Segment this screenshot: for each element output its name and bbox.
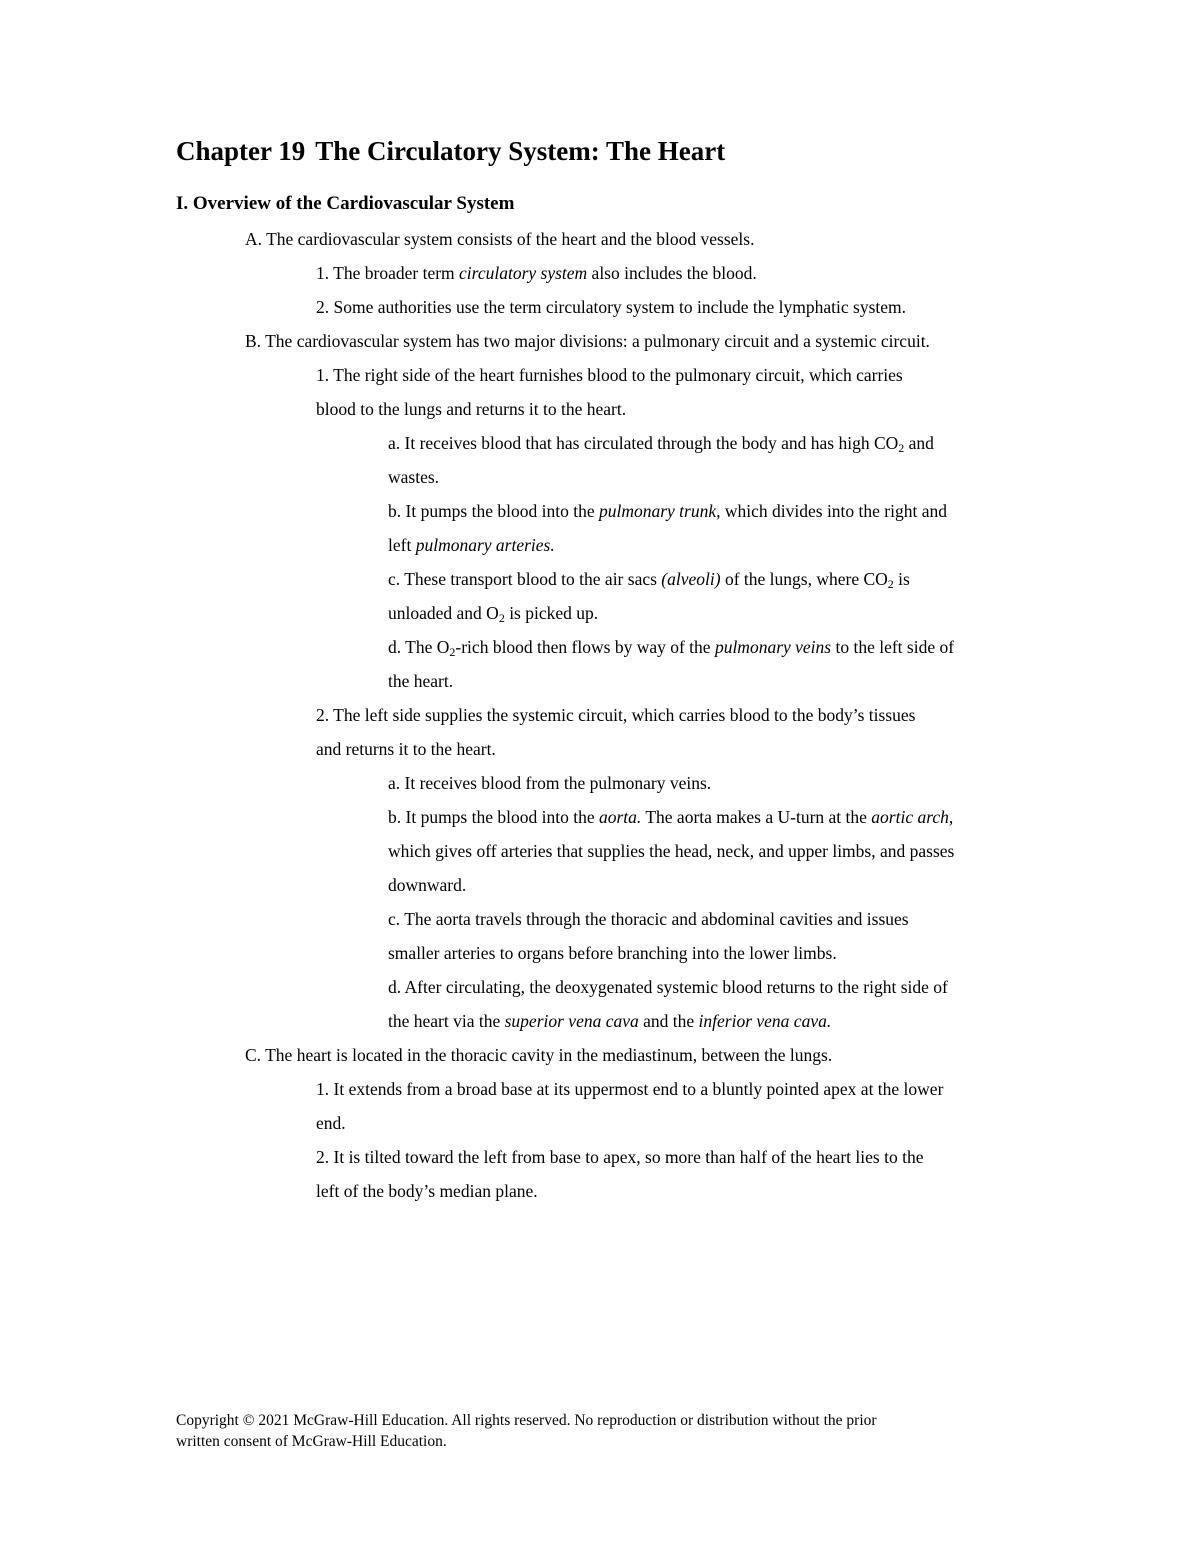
outline-item-b2d-line1: d. After circulating, the deoxygenated systemic blood returns to the right side of — [388, 977, 948, 997]
term-aorta: aorta. — [598, 807, 642, 827]
copyright-footer — [176, 1410, 1016, 1452]
outline-item-b2b-line3: downward. — [388, 875, 467, 895]
term-aortic-arch: aortic arch, — [871, 807, 954, 827]
outline-item-c2-line1: 2. It is tilted toward the left from base to apex, so more than half of the heart lies to the — [316, 1147, 924, 1167]
outline-item-b2c-line1: c. The aorta travels through the thoracic and abdominal cavities and issues — [388, 909, 909, 929]
outline-item-b2-line2: and returns it to the heart. — [316, 739, 496, 759]
outline-item-b1-line1: 1. The right side of the heart furnishes blood to the pulmonary circuit, which carries — [316, 365, 903, 385]
outline-item-a: A. The cardiovascular system consists of the heart and the blood vessels. — [245, 229, 755, 249]
outline-item-b1a-line1: a. It receives blood that has circulated through the body and has high $CO_2$ and — [388, 433, 934, 455]
outline-item-b1a-line2: wastes. — [388, 467, 440, 487]
chapter-number: Chapter 19 — [176, 136, 306, 166]
term-circulatory-system: circulatory system — [459, 263, 588, 283]
outline-item-a1: 1. The broader term circulatory system also includes the blood. — [316, 263, 757, 283]
outline-item-b1d-line2: the heart. — [388, 671, 454, 691]
copyright-line-1: Copyright © 2021 McGraw-Hill Education. All rights reserved. No reproduction or distribution without the prior — [176, 1412, 877, 1429]
outline-item-b2a: a. It receives blood from the pulmonary veins. — [388, 773, 712, 793]
outline-item-c: C. The heart is located in the thoracic cavity in the mediastinum, between the lungs. — [245, 1045, 833, 1065]
outline-item-b2c-line2: smaller arteries to organs before branching into the lower limbs. — [388, 943, 837, 963]
outline-item-b1-line2: blood to the lungs and returns it to the heart. — [316, 399, 627, 419]
outline-item-b1b-line1: b. It pumps the blood into the pulmonary trunk, which divides into the right and — [388, 501, 947, 521]
outline-body — [0, 222, 1200, 1208]
term-pulmonary-arteries: pulmonary arteries. — [415, 535, 555, 555]
term-superior-vena-cava: superior vena cava — [504, 1011, 639, 1031]
chapter-title — [176, 134, 725, 168]
outline-item-b1c-line1: c. These transport blood to the air sacs (alveoli) of the lungs, where $CO_2$ is — [388, 569, 910, 591]
term-pulmonary-veins: pulmonary veins — [714, 637, 832, 657]
outline-item-c1-line1: 1. It extends from a broad base at its uppermost end to a bluntly pointed apex at the lower — [316, 1079, 944, 1099]
outline-item-c2-line2: left of the body’s median plane. — [316, 1181, 538, 1201]
outline-item-b2b-line1: b. It pumps the blood into the aorta. The aorta makes a U-turn at the aortic arch, — [388, 807, 954, 827]
outline-item-b1d-line1: d. The $O_2$-rich blood then flows by way of the pulmonary veins to the left side of — [388, 637, 955, 659]
outline-item-b: B. The cardiovascular system has two major divisions: a pulmonary circuit and a systemic circuit. — [245, 331, 930, 351]
section-heading: I. Overview of the Cardiovascular System — [176, 193, 515, 214]
outline-item-b2b-line2: which gives off arteries that supplies the head, neck, and upper limbs, and passes — [388, 841, 955, 861]
outline-item-b2-line1: 2. The left side supplies the systemic circuit, which carries blood to the body’s tissues — [316, 705, 916, 725]
term-pulmonary-trunk: pulmonary trunk, — [598, 501, 721, 521]
copyright-line-2: written consent of McGraw-Hill Education. — [176, 1433, 447, 1450]
outline-item-b1c-line2: unloaded and $O_2$ is picked up. — [388, 603, 599, 625]
outline-item-b1b-line2: left pulmonary arteries. — [388, 535, 555, 555]
term-alveoli: (alveoli) — [661, 569, 721, 589]
term-inferior-vena-cava: inferior vena cava. — [698, 1011, 832, 1031]
outline-item-a2: 2. Some authorities use the term circulatory system to include the lymphatic system. — [316, 297, 907, 317]
outline-item-c1-line2: end. — [316, 1113, 346, 1133]
outline-item-b2d-line2: the heart via the superior vena cava and the inferior vena cava. — [388, 1011, 832, 1031]
chapter-name: The Circulatory System: The Heart — [315, 136, 726, 166]
